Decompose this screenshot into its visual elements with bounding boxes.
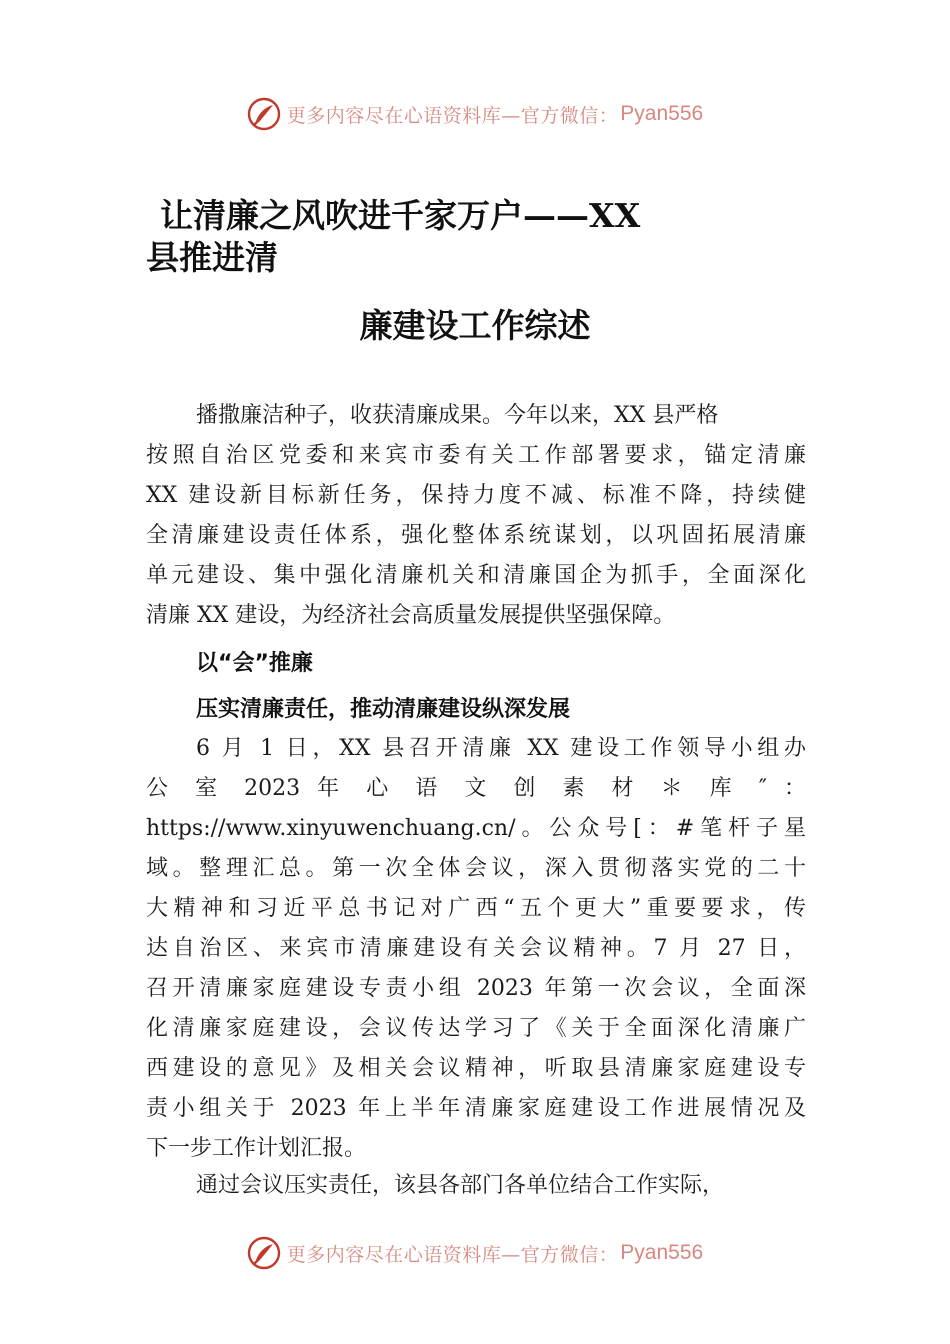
section-subheading-wrap bbox=[146, 690, 806, 730]
title-line-3: 廉建设工作综述 bbox=[359, 306, 591, 345]
text-line: 按照自治区党委和来宾市委有关工作部署要求，锚定清廉 bbox=[146, 443, 806, 468]
text-line: 单元建设、集中强化清廉机关和清廉国企为抓手，全面深化 bbox=[146, 563, 806, 588]
text-line: 召开清廉家庭建设专责小组 2023 年第一次会议，全面深 bbox=[146, 976, 806, 1001]
text-line: 清廉 XX 建设，为经济社会高质量发展提供坚强保障。 bbox=[146, 603, 676, 628]
section-heading-wrap bbox=[146, 644, 806, 684]
text-line: 播撒廉洁种子，收获清廉成果。今年以来，XX 县严格 bbox=[196, 403, 719, 428]
paragraph-meetings bbox=[146, 729, 806, 1169]
title-line-2: 县推进清 bbox=[146, 238, 278, 277]
section-heading: 以“会”推廉 bbox=[196, 651, 313, 676]
text-line: 通过会议压实责任，该县各部门各单位结合工作实际， bbox=[196, 1173, 725, 1198]
text-line: 全清廉建设责任体系，强化整体系统谋划，以巩固拓展清廉 bbox=[146, 523, 806, 548]
brush-logo-icon bbox=[247, 97, 281, 131]
text-line: 达自治区、来宾市清廉建设有关会议精神。7 月 27 日， bbox=[146, 936, 806, 961]
section-subheading: 压实清廉责任，推动清廉建设纵深发展 bbox=[196, 697, 571, 722]
text-line: 大精神和习近平总书记对广西“五个更大”重要要求，传 bbox=[146, 896, 806, 921]
header-banner bbox=[0, 96, 950, 132]
footer-banner bbox=[0, 1235, 950, 1271]
text-line: 下一步工作计划汇报。 bbox=[146, 1136, 367, 1161]
paragraph-intro bbox=[146, 396, 806, 636]
text-line: 化清廉家庭建设，会议传达学习了《关于全面深化清廉广 bbox=[146, 1016, 806, 1041]
banner-text: 更多内容尽在心语资料库—官方微信： bbox=[286, 104, 619, 127]
banner-wechat-id: Pyan556 bbox=[620, 102, 704, 125]
text-line: 西建设的意见》及相关会议精神，听取县清廉家庭建设专 bbox=[146, 1056, 806, 1081]
title-line-1: 让清廉之风吹进千家万户——XX bbox=[160, 196, 641, 235]
brush-logo-icon bbox=[247, 1236, 281, 1270]
text-line: 6 月 1 日，XX 县召开清廉 XX 建设工作领导小组办 bbox=[196, 736, 806, 761]
paragraph-results bbox=[146, 1166, 806, 1206]
text-line: XX 建设新目标新任务，保持力度不减、标准不降，持续健 bbox=[146, 483, 806, 508]
text-line: 责小组关于 2023 年上半年清廉家庭建设工作进展情况及 bbox=[146, 1096, 806, 1121]
text-line: 域。整理汇总。第一次全体会议，深入贯彻落实党的二十 bbox=[146, 856, 806, 881]
banner-text: 更多内容尽在心语资料库—官方微信： bbox=[286, 1243, 619, 1266]
banner-wechat-id: Pyan556 bbox=[620, 1241, 704, 1264]
text-line: https://www.xinyuwenchuang.cn/。公众号[：#笔杆子星 bbox=[146, 816, 806, 841]
text-line: 公 室 2023 年 心 语 文 创 素 材 ＊ 库 ″ ： bbox=[146, 776, 806, 801]
